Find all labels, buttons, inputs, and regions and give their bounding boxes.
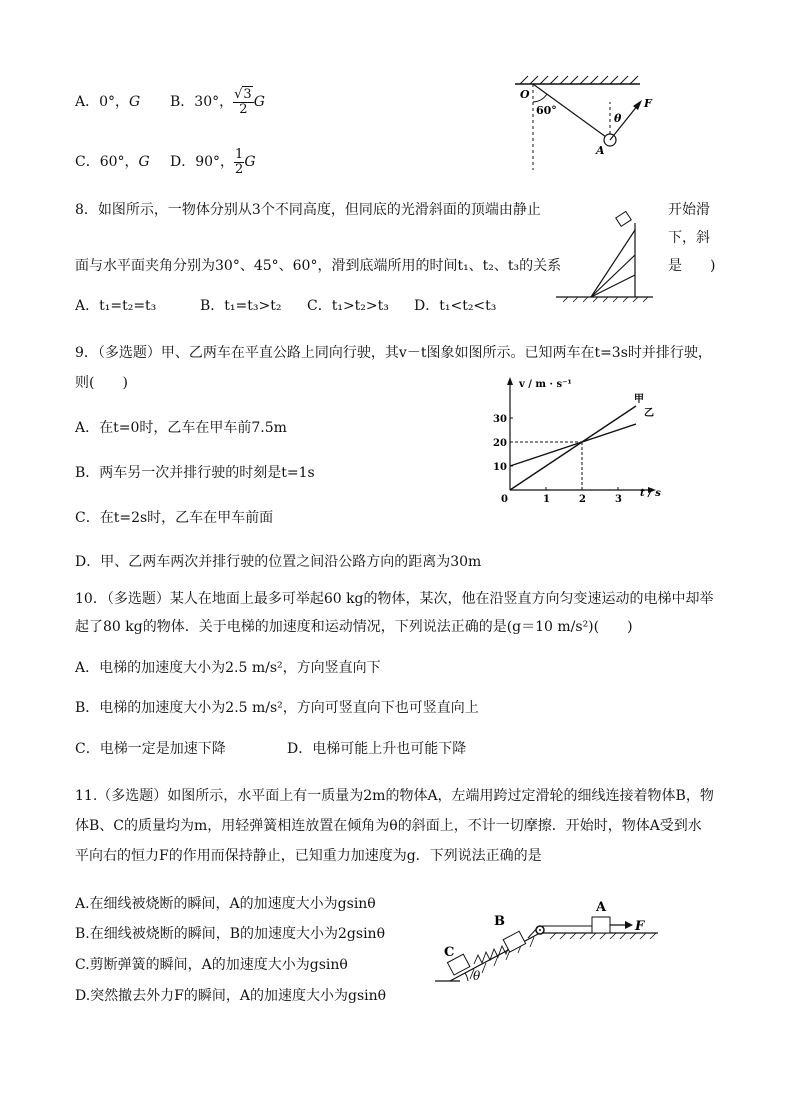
q8-option-d: D．t₁<t₂<t₃ (414, 298, 497, 314)
q9-stem-line1: 9．（多选题）甲、乙两车在平直公路上同向行驶，其v－t图象如图所示。已知两车在t=3s时并排行驶， (75, 345, 712, 361)
q7-option-d: D．90°， $\frac{1}{2}$ G (170, 146, 256, 177)
q7-pendulum-figure (500, 70, 670, 175)
q11-option-d: D.突然撤去外力F的瞬间，A的加速度大小为gsinθ (75, 988, 387, 1004)
q11-option-b: B.在细线被烧断的瞬间，B的加速度大小为2gsinθ (75, 926, 386, 942)
q11-label-b: B (494, 914, 505, 929)
chart-series-line-yi (510, 424, 636, 466)
q7-option-b: B．30°， $\frac{√3}{2}$ G (170, 86, 265, 117)
chart-x-tick-label: 1 (543, 494, 550, 502)
q7-option-c: C．60°，G (75, 154, 150, 170)
q8-stem-line1: 8．如图所示，一物体分别从3个不同高度，但同底的光滑斜面的顶端由静止 (75, 202, 541, 218)
q8-inclines-figure (553, 205, 663, 305)
q10-option-c: C．电梯一定是加速下降 (75, 741, 226, 757)
chart-x-tick-label: 0 (501, 494, 508, 502)
q8-stem-line2-right: 下，斜 (668, 230, 710, 246)
q11-label-c: C (444, 945, 455, 960)
chart-series-line-jia (510, 406, 636, 490)
q8-option-b: B．t₁=t₃>t₂ (200, 298, 282, 314)
q11-stem-line3: 平向右的恒力F的作用而保持静止，已知重力加速度为g．下列说法正确的是 (75, 848, 542, 864)
chart-series-label-yi: 乙 (644, 408, 654, 419)
chart-x-tick-label: 2 (579, 494, 586, 502)
q11-stem-line2: 体B、C的质量均为m，用轻弹簧相连放置在倾角为θ的斜面上，不计一切摩擦．开始时，物体A受到水 (75, 818, 702, 834)
q10-option-d: D．电梯可能上升也可能下降 (287, 741, 467, 757)
q7-label-theta: θ (614, 112, 622, 125)
q7-label-f: F (644, 97, 652, 110)
q7-label-o: O (520, 88, 530, 101)
q10-option-b: B．电梯的加速度大小为2.5 m/s²，方向可竖直向下也可竖直向上 (75, 700, 479, 716)
q11-option-c: C.剪断弹簧的瞬间，A的加速度大小为gsinθ (75, 957, 348, 973)
chart-x-tick-label: 3 (615, 494, 622, 502)
q9-vt-chart (480, 372, 670, 502)
chart-y-tick-label: 20 (493, 438, 507, 449)
q10-stem-line1: 10．（多选题）某人在地面上最多可举起60 kg的物体，某次，他在沿竖直方向匀变速运动的电梯中却举 (75, 591, 714, 607)
q10-option-a: A．电梯的加速度大小为2.5 m/s²，方向竖直向下 (75, 660, 381, 676)
q8-stem-line3-right: 是 ) (668, 258, 716, 274)
chart-y-tick-label: 30 (493, 414, 507, 425)
q8-stem-line3: 面与水平面夹角分别为30°、45°、60°，滑到底端所用的时间t₁、t₂、t₃的关系 (75, 258, 562, 274)
q9-option-c: C．在t=2s时，乙车在甲车前面 (75, 510, 274, 526)
chart-x-label: t / s (640, 488, 661, 499)
chart-y-tick-label: 10 (493, 462, 507, 473)
q11-stem-line1: 11.（多选题）如图所示，水平面上有一质量为2m的物体A，左端用跨过定滑轮的细线连接着物体B，物 (75, 788, 714, 804)
q11-label-theta: θ (473, 969, 481, 983)
q7-label-angle: 60° (536, 104, 557, 117)
q8-option-a: A．t₁=t₂=t₃ (75, 298, 157, 314)
q10-stem-line2: 起了80 kg的物体．关于电梯的加速度和运动情况，下列说法正确的是(g＝10 m/s²)( ) (75, 619, 633, 635)
q9-option-a: A．在t=0时，乙车在甲车前7.5m (75, 420, 287, 436)
q9-option-d: D．甲、乙两车两次并排行驶的位置之间沿公路方向的距离为30m (75, 554, 482, 570)
q11-incline-figure (430, 893, 665, 988)
chart-series-label-jia: 甲 (634, 394, 644, 405)
chart-y-label: v / m · s⁻¹ (519, 379, 572, 390)
q7-label-a: A (596, 144, 605, 157)
q11-label-a: A (596, 900, 607, 915)
q9-stem-line2: 则( ) (75, 375, 128, 391)
q8-stem-line1-right: 开始滑 (668, 202, 710, 218)
q11-option-a: A.在细线被烧断的瞬间，A的加速度大小为gsinθ (75, 896, 376, 912)
q8-option-c: C．t₁>t₂>t₃ (307, 298, 389, 314)
q11-label-f: F (635, 919, 645, 934)
q9-option-b: B．两车另一次并排行驶的时刻是t=1s (75, 465, 315, 481)
q7-option-a: A．0°，G (75, 94, 141, 110)
